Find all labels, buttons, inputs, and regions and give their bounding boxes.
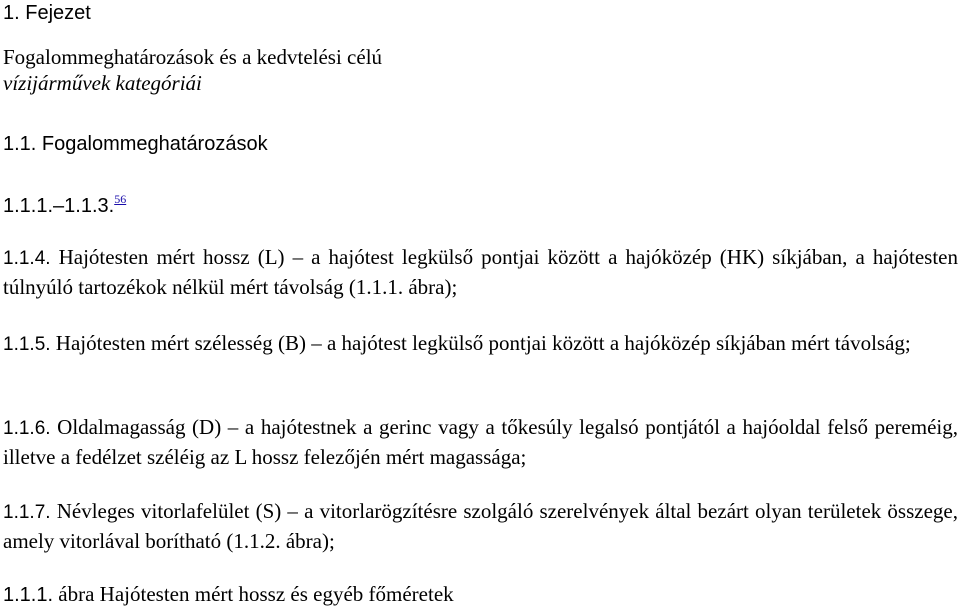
paragraph-text: Hajótesten mért hossz (L) – a hajótest legkülső pontjai között a hajóközép (HK) síkjában, a hajótesten túlnyúló tartozékok nélkül mért távolság (1.1.1. ábra); [3,245,958,299]
figure-caption [3,581,454,608]
footnote-link[interactable]: 56 [114,192,127,206]
section-title: 1.1. Fogalommeghatározások [3,133,268,155]
paragraph-number: 1.1.7. [3,502,51,523]
paragraph-text: Hajótesten mért szélesség (B) – a hajótest legkülső pontjai között a hajóközép síkjában mért távolság; [50,331,911,355]
paragraph-text: Oldalmagasság (D) – a hajótestnek a gerinc vagy a tőkesúly legalsó pontjától a hajóoldal felső pereméig, illetve a fedélzet széléig az L hossz felezőjén mért magassága; [3,415,958,469]
paragraph-text: Névleges vitorlafelület (S) – a vitorlarögzítésre szolgáló szerelvények által bezárt olyan területek összege, amely vitorlával borítható (1.1.2. ábra); [3,499,958,553]
paragraph-number: 1.1.4. [3,248,51,269]
paragraph-1-1-7 [3,497,958,555]
paragraph-number: 1.1.6. [3,418,51,439]
chapter-subtitle: vízijárművek kategóriái [3,71,202,95]
paragraph-number: 1.1.5. [3,334,51,355]
figure-caption-number: 1.1.1. [3,584,54,606]
repealed-range [3,186,126,219]
chapter-number: 1. Fejezet [3,2,91,24]
paragraph-1-1-6 [3,413,958,471]
repealed-range-text: 1.1.1.–1.1.3. [3,195,115,217]
figure-caption-text: ábra Hajótesten mért hossz és egyéb főméretek [53,582,454,606]
paragraph-1-1-4 [3,243,958,301]
paragraph-1-1-5 [3,329,958,359]
chapter-title: Fogalommeghatározások és a kedvtelési célú [3,45,383,69]
